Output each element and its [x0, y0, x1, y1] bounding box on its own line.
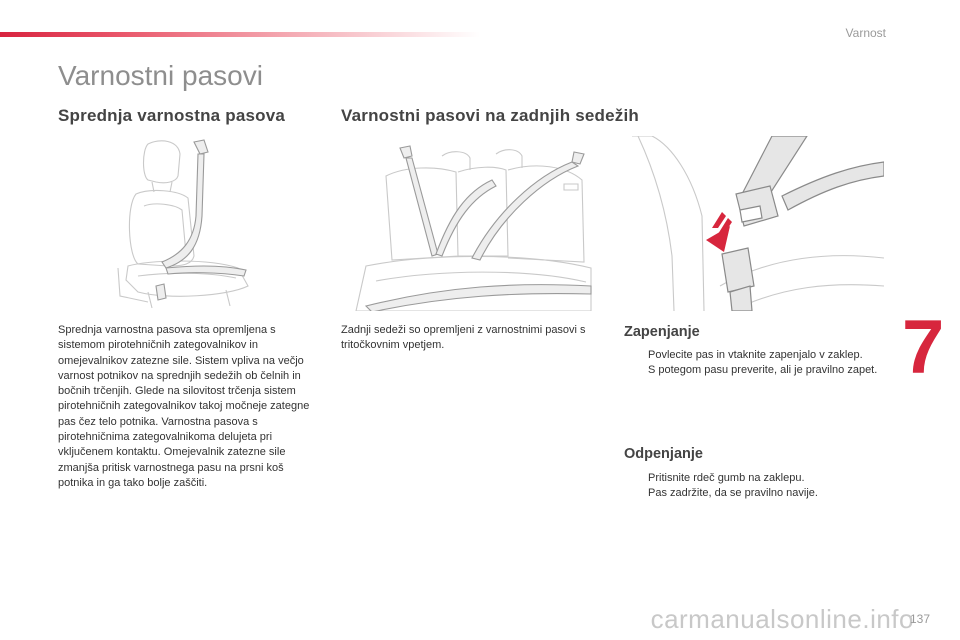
unfasten-steps: [624, 471, 880, 502]
page-number: 137: [909, 612, 930, 626]
front-seat-belt-illustration: [108, 136, 268, 311]
unfasten-step-text: Pritisnite rdeč gumb na zaklepu.: [648, 472, 805, 484]
front-belts-description: Sprednja varnostna pasova sta opremljena s sistemom pirotehničnih zategovalnikov in omejevalnikov zatezne sile. Sistem vpliva na večjo varnost potnikov na sprednjih sedežih ob čelnih in bočnih trčenjih. Glede na silovitost trčenja sistem pirotehničnih zategovalnikov takoj močneje zategne pas čez telo potnika. Varnostna pasova s pirotehničnima zategovalnikoma delujeta pri vključenem kontaktu. Omejevalnik zatezne sile zmanjša pritisk varnostnega pasu na prsni koš potnika in ga tako bolje zaščiti.: [58, 324, 310, 489]
watermark: carmanualsonline.info: [650, 604, 914, 634]
list-item: [624, 348, 880, 363]
rear-belts-heading: Varnostni pasovi na zadnjih sedežih: [341, 106, 639, 125]
list-item: [624, 486, 880, 501]
unfasten-step-text: Pas zadržite, da se pravilno navije.: [648, 487, 818, 500]
section-label: Varnost: [845, 26, 886, 40]
front-belts-heading: Sprednja varnostna pasova: [58, 106, 286, 125]
list-item: [624, 363, 880, 378]
unfasten-heading: Odpenjanje: [624, 446, 703, 462]
rear-seat-belts-illustration: [346, 136, 596, 311]
fasten-step-text: S potegom pasu preverite, ali je pravilno zapet.: [648, 364, 878, 377]
fasten-heading: Zapenjanje: [624, 324, 700, 340]
page-title: Varnostni pasovi: [58, 60, 263, 91]
list-item: [624, 471, 880, 486]
chapter-number: 7: [902, 305, 945, 390]
rear-belts-description: Zadnji sedeži so opremljeni z varnostnimi pasovi s tritočkovnim vpetjem.: [341, 324, 586, 352]
fasten-step-text: Povlecite pas in vtaknite zapenjalo v zaklep.: [648, 349, 863, 361]
header-accent-bar: [0, 32, 480, 37]
buckle-illustration: [632, 136, 884, 311]
fasten-steps: [624, 348, 880, 379]
